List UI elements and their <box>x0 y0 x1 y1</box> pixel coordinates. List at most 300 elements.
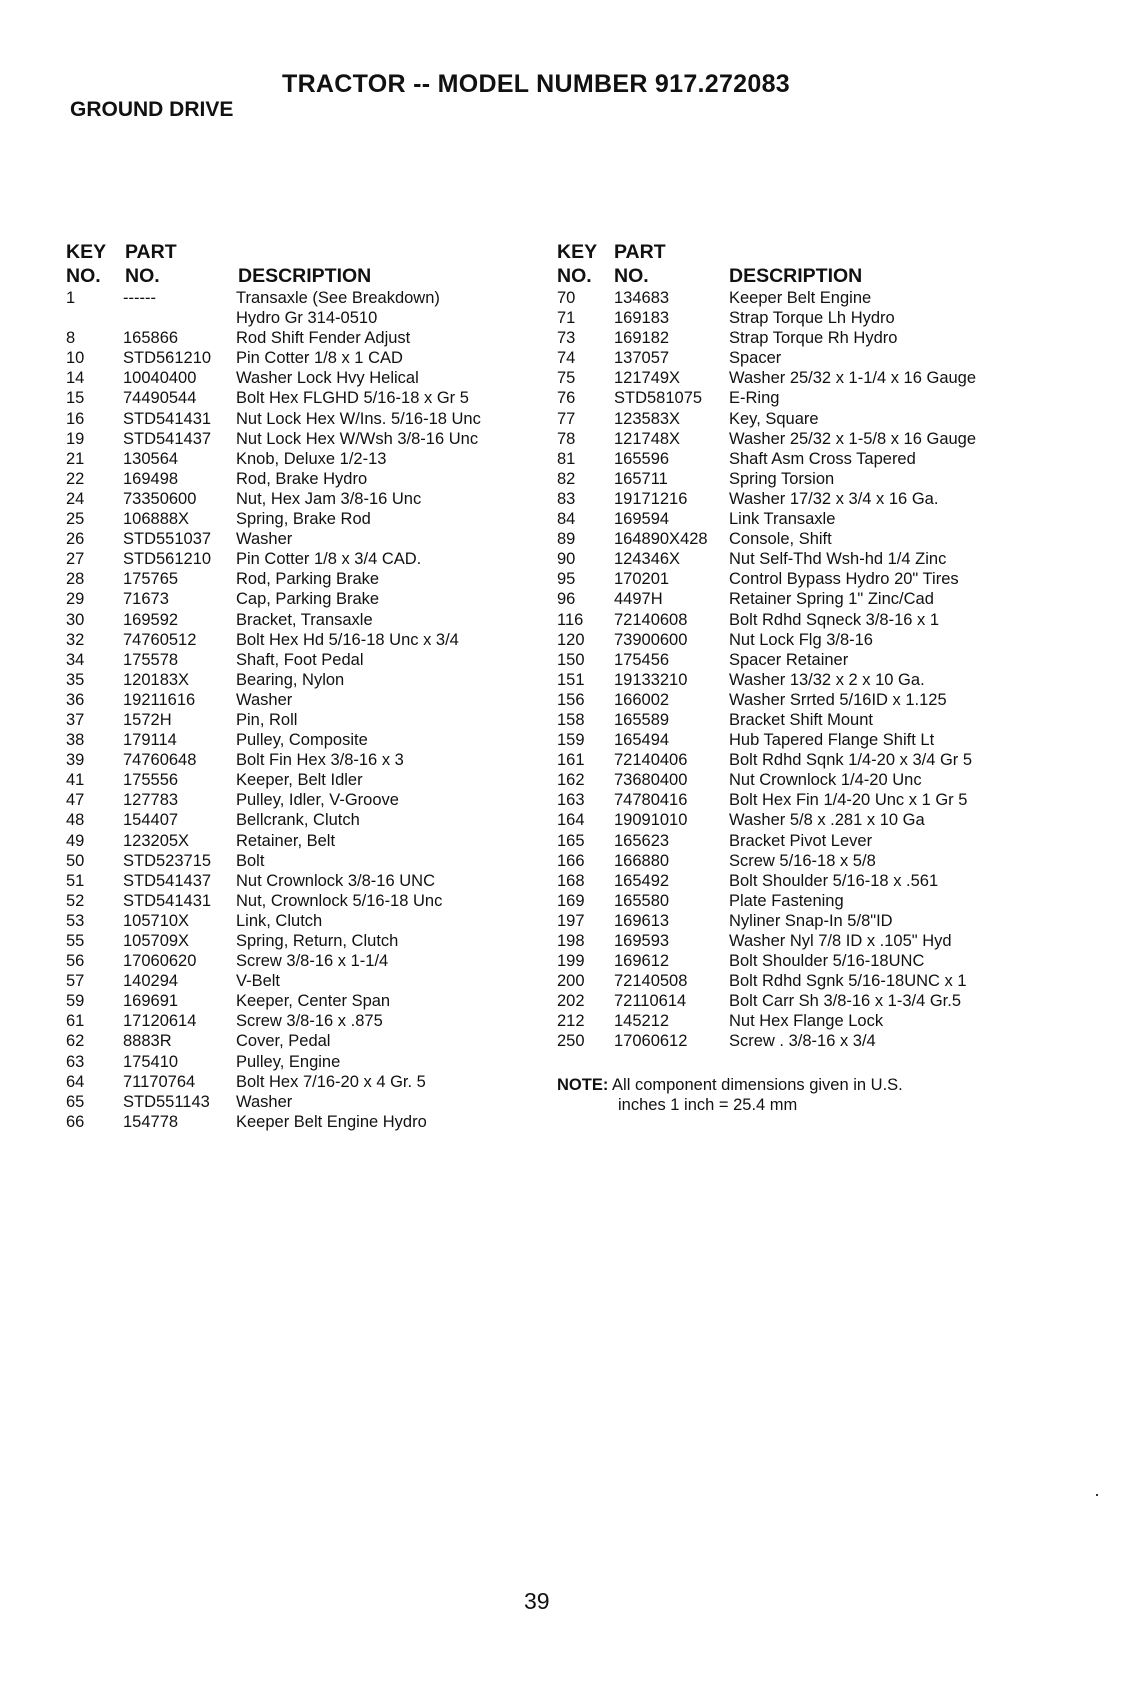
key-number: 198 <box>557 932 585 950</box>
key-number: 37 <box>66 710 85 729</box>
part-no-header-label: NO. <box>125 265 160 287</box>
key-number: 32 <box>66 630 85 649</box>
part-number: 169613 <box>614 911 670 930</box>
key-number: 16 <box>66 409 85 428</box>
part-number: 72140608 <box>614 610 688 629</box>
table-row <box>557 469 1027 489</box>
key-number: 164 <box>557 811 585 830</box>
part-description: Pin Cotter 1/8 x 3/4 CAD. <box>236 550 422 569</box>
part-description: Bolt <box>236 851 265 870</box>
key-number: 75 <box>557 369 576 388</box>
part-number: 165580 <box>614 891 670 910</box>
part-number: 1572H <box>123 710 172 729</box>
table-row <box>557 1031 1027 1051</box>
key-number: 63 <box>66 1052 85 1071</box>
key-number: 197 <box>557 911 585 930</box>
key-header-label: KEY <box>557 241 598 263</box>
key-no-header-label: NO. <box>66 265 101 287</box>
key-number: 84 <box>557 510 576 529</box>
table-row <box>66 770 536 790</box>
part-description: Hydro Gr 314-0510 <box>236 309 378 328</box>
key-number: 24 <box>66 489 85 508</box>
table-row <box>66 1031 536 1051</box>
part-description: Spring, Brake Rod <box>236 510 371 529</box>
part-number: 121749X <box>614 369 681 388</box>
table-header <box>557 240 1027 288</box>
table-row <box>66 931 536 951</box>
part-description: Bolt Fin Hex 3/8-16 x 3 <box>236 751 404 770</box>
table-row <box>557 991 1027 1011</box>
part-number: 165623 <box>614 831 670 850</box>
table-row <box>557 931 1027 951</box>
part-number: 166002 <box>614 690 670 709</box>
part-description: Pin, Roll <box>236 710 298 729</box>
key-number: 41 <box>66 771 85 790</box>
part-number: 145212 <box>614 1012 670 1031</box>
part-number: 165589 <box>614 710 670 729</box>
key-number: 116 <box>557 610 584 629</box>
table-row <box>557 831 1027 851</box>
part-number: 165494 <box>614 731 670 750</box>
key-number: 71 <box>557 309 576 328</box>
part-number: 169612 <box>614 952 670 971</box>
part-description: Washer <box>236 690 293 709</box>
table-row <box>66 750 536 770</box>
key-number: 22 <box>66 469 85 488</box>
part-description: Retainer Spring 1" Zinc/Cad <box>729 590 934 609</box>
part-description: Spring, Return, Clutch <box>236 932 399 950</box>
part-description: Shaft Asm Cross Tapered <box>729 449 916 468</box>
key-number: 161 <box>557 751 585 770</box>
part-number: STD561210 <box>123 349 212 368</box>
table-row <box>557 449 1027 469</box>
part-description: Washer <box>236 1092 293 1111</box>
key-number: 150 <box>557 650 585 669</box>
table-row <box>557 851 1027 871</box>
key-number: 120 <box>557 630 585 649</box>
part-number: STD523715 <box>123 851 212 870</box>
table-row <box>557 951 1027 971</box>
table-row <box>66 1072 536 1092</box>
table-row <box>557 810 1027 830</box>
key-number: 169 <box>557 891 585 910</box>
part-number: 165596 <box>614 449 670 468</box>
key-no-header-label: NO. <box>557 265 592 287</box>
part-number: STD581075 <box>614 389 703 408</box>
part-description: Bellcrank, Clutch <box>236 811 360 830</box>
part-description: Washer Lock Hvy Helical <box>236 369 419 388</box>
part-description: Bolt Hex Hd 5/16-18 Unc x 3/4 <box>236 630 459 649</box>
key-number: 73 <box>557 329 576 348</box>
table-row <box>557 489 1027 509</box>
description-header-label: DESCRIPTION <box>729 265 863 287</box>
part-number: 154407 <box>123 811 179 830</box>
key-number: 25 <box>66 510 85 529</box>
key-number: 59 <box>66 992 85 1011</box>
part-description: Cover, Pedal <box>236 1032 331 1051</box>
part-number: 137057 <box>614 349 670 368</box>
key-number: 14 <box>66 369 85 388</box>
part-description: Screw . 3/8-16 x 3/4 <box>729 1032 876 1051</box>
part-description: Washer 5/8 x .281 x 10 Ga <box>729 811 925 830</box>
part-number: 164890X428 <box>614 530 708 549</box>
part-number: 169592 <box>123 610 179 629</box>
part-number: 169183 <box>614 309 670 328</box>
part-number: STD541437 <box>123 871 212 890</box>
table-row <box>66 851 536 871</box>
table-row <box>66 368 536 388</box>
table-row <box>66 308 536 328</box>
part-description: Bolt Rdhd Sqnk 1/4-20 x 3/4 Gr 5 <box>729 751 973 770</box>
part-number: 8883R <box>123 1032 172 1051</box>
key-number: 200 <box>557 972 585 991</box>
note-line-1: All component dimensions given in U.S. <box>612 1076 903 1094</box>
table-row <box>66 831 536 851</box>
part-description: Retainer, Belt <box>236 831 336 850</box>
key-number: 95 <box>557 570 576 589</box>
part-number: 170201 <box>614 570 670 589</box>
part-description: Bolt Carr Sh 3/8-16 x 1-3/4 Gr.5 <box>729 992 962 1011</box>
table-row <box>66 328 536 348</box>
table-row <box>66 1112 536 1132</box>
key-number: 212 <box>557 1012 585 1031</box>
part-number: 72110614 <box>614 992 687 1011</box>
key-number: 29 <box>66 590 85 609</box>
part-description: Nut Lock Flg 3/8-16 <box>729 630 873 649</box>
table-body <box>557 288 1027 1052</box>
part-number: ------ <box>123 289 156 307</box>
table-row <box>557 750 1027 770</box>
part-number: 72140508 <box>614 972 688 991</box>
part-number: 19133210 <box>614 670 688 689</box>
table-row <box>557 770 1027 790</box>
key-number: 158 <box>557 710 585 729</box>
part-description: Nut Hex Flange Lock <box>729 1012 884 1031</box>
key-number: 28 <box>66 570 85 589</box>
part-description: Plate Fastening <box>729 891 844 910</box>
part-number: 179114 <box>123 731 177 750</box>
key-number: 76 <box>557 389 576 408</box>
part-number: 165711 <box>614 469 668 488</box>
key-number: 10 <box>66 349 85 368</box>
key-number: 27 <box>66 550 85 569</box>
part-description: Bolt Shoulder 5/16-18 x .561 <box>729 871 939 890</box>
part-description: Bearing, Nylon <box>236 670 345 689</box>
part-description: Nut, Crownlock 5/16-18 Unc <box>236 891 443 910</box>
part-number: 19171216 <box>614 489 688 508</box>
key-number: 162 <box>557 771 585 790</box>
part-description: Keeper, Center Span <box>236 992 391 1011</box>
table-row <box>66 569 536 589</box>
table-row <box>66 911 536 931</box>
part-number: 127783 <box>123 791 179 810</box>
table-row <box>66 790 536 810</box>
key-number: 81 <box>557 449 576 468</box>
key-number: 199 <box>557 952 585 971</box>
part-description: Keeper, Belt Idler <box>236 771 363 790</box>
key-number: 156 <box>557 690 585 709</box>
key-number: 166 <box>557 851 585 870</box>
table-row <box>557 549 1027 569</box>
part-number: 19091010 <box>614 811 688 830</box>
part-number: 169498 <box>123 469 179 488</box>
table-row <box>66 690 536 710</box>
part-number: 175456 <box>614 650 670 669</box>
part-description: Bolt Shoulder 5/16-18UNC <box>729 952 925 971</box>
table-row <box>66 710 536 730</box>
table-row <box>557 388 1027 408</box>
table-row <box>557 730 1027 750</box>
part-number: 105709X <box>123 932 190 950</box>
table-row <box>557 610 1027 630</box>
key-number: 47 <box>66 791 85 810</box>
table-row <box>66 449 536 469</box>
part-number: 166880 <box>614 851 670 870</box>
part-number: 17060612 <box>614 1032 688 1051</box>
part-number: 4497H <box>614 590 663 609</box>
part-description: Nut Lock Hex W/Wsh 3/8-16 Unc <box>236 429 479 448</box>
part-description: Bolt Hex Fin 1/4-20 Unc x 1 Gr 5 <box>729 791 968 810</box>
part-description: Washer 17/32 x 3/4 x 16 Ga. <box>729 489 939 508</box>
part-number: 73680400 <box>614 771 688 790</box>
table-row <box>66 529 536 549</box>
table-row <box>66 891 536 911</box>
table-row <box>557 409 1027 429</box>
key-number: 202 <box>557 992 585 1011</box>
part-number: 134683 <box>614 289 670 307</box>
part-description: Spacer <box>729 349 782 368</box>
parts-table-right <box>557 240 1027 1052</box>
part-number: 72140406 <box>614 751 688 770</box>
part-description: Washer 25/32 x 1-5/8 x 16 Gauge <box>729 429 977 448</box>
part-description: Bracket Shift Mount <box>729 710 873 729</box>
key-number: 165 <box>557 831 585 850</box>
part-description: Screw 3/8-16 x .875 <box>236 1012 383 1031</box>
key-number: 65 <box>66 1092 85 1111</box>
key-number: 36 <box>66 690 85 709</box>
key-number: 1 <box>66 289 76 307</box>
note-label: NOTE: <box>557 1076 609 1094</box>
key-number: 51 <box>66 871 85 890</box>
part-description: Rod, Parking Brake <box>236 570 380 589</box>
part-description: Link Transaxle <box>729 510 836 529</box>
part-description: Shaft, Foot Pedal <box>236 650 364 669</box>
table-row <box>66 549 536 569</box>
part-description: Console, Shift <box>729 530 832 549</box>
part-description: Cap, Parking Brake <box>236 590 380 609</box>
table-body <box>66 288 536 1132</box>
section-heading: GROUND DRIVE <box>70 98 234 121</box>
parts-table-left <box>66 240 536 1132</box>
key-number: 151 <box>557 670 585 689</box>
part-description: Nut Crownlock 1/4-20 Unc <box>729 771 922 790</box>
key-number: 66 <box>66 1112 85 1131</box>
part-number: 123205X <box>123 831 190 850</box>
key-number: 19 <box>66 429 85 448</box>
part-description: Nut Self-Thd Wsh-hd 1/4 Zinc <box>729 550 947 569</box>
table-row <box>557 630 1027 650</box>
part-description: Keeper Belt Engine Hydro <box>236 1112 427 1131</box>
part-no-header-label: NO. <box>614 265 649 287</box>
part-description: Rod Shift Fender Adjust <box>236 329 411 348</box>
part-number: 73350600 <box>123 489 197 508</box>
part-description: Bolt Rdhd Sqneck 3/8-16 x 1 <box>729 610 940 629</box>
table-row <box>557 509 1027 529</box>
key-number: 78 <box>557 429 576 448</box>
key-header-label: KEY <box>66 241 107 263</box>
table-row <box>66 650 536 670</box>
part-number: 130564 <box>123 449 179 468</box>
key-number: 250 <box>557 1032 585 1051</box>
part-number: 169593 <box>614 932 670 950</box>
part-number: STD551037 <box>123 530 212 549</box>
key-number: 61 <box>66 1012 85 1031</box>
key-number: 55 <box>66 932 85 950</box>
part-number: 165866 <box>123 329 179 348</box>
part-description: Nut Lock Hex W/Ins. 5/16-18 Unc <box>236 409 481 428</box>
table-row <box>557 710 1027 730</box>
table-row <box>557 328 1027 348</box>
table-row <box>557 971 1027 991</box>
table-row <box>66 871 536 891</box>
key-number: 82 <box>557 469 576 488</box>
part-header-label: PART <box>614 241 666 263</box>
key-number: 26 <box>66 530 85 549</box>
part-number: 74760512 <box>123 630 197 649</box>
key-number: 77 <box>557 409 576 428</box>
table-row <box>557 1011 1027 1031</box>
part-number: 17120614 <box>123 1012 197 1031</box>
key-number: 159 <box>557 731 585 750</box>
part-number: 169691 <box>123 992 179 1011</box>
part-description: V-Belt <box>236 972 281 991</box>
key-number: 38 <box>66 731 85 750</box>
part-number: 73900600 <box>614 630 688 649</box>
part-description: Bolt Rdhd Sgnk 5/16-18UNC x 1 <box>729 972 967 991</box>
table-row <box>66 1092 536 1112</box>
table-row <box>66 810 536 830</box>
part-number: 121748X <box>614 429 681 448</box>
table-row <box>66 1011 536 1031</box>
table-row <box>66 610 536 630</box>
table-row <box>66 670 536 690</box>
part-number: 175556 <box>123 771 179 790</box>
part-number: 124346X <box>614 550 681 569</box>
key-number: 83 <box>557 489 576 508</box>
table-row <box>66 730 536 750</box>
key-number: 64 <box>66 1072 85 1091</box>
table-row <box>557 790 1027 810</box>
part-description: Washer 25/32 x 1-1/4 x 16 Gauge <box>729 369 977 388</box>
part-description: Nut, Hex Jam 3/8-16 Unc <box>236 489 422 508</box>
part-description: Screw 5/16-18 x 5/8 <box>729 851 876 870</box>
part-description: Nyliner Snap-In 5/8"ID <box>729 911 893 930</box>
key-number: 163 <box>557 791 585 810</box>
table-row <box>557 529 1027 549</box>
table-row <box>66 1052 536 1072</box>
part-description: Pulley, Idler, V-Groove <box>236 791 399 810</box>
part-number: STD541431 <box>123 891 212 910</box>
table-row <box>66 409 536 429</box>
table-row <box>557 650 1027 670</box>
table-row <box>66 388 536 408</box>
part-description: Nut Crownlock 3/8-16 UNC <box>236 871 435 890</box>
part-description: E-Ring <box>729 389 780 408</box>
table-row <box>66 951 536 971</box>
part-description: Screw 3/8-16 x 1-1/4 <box>236 952 389 971</box>
key-number: 30 <box>66 610 85 629</box>
table-row <box>557 589 1027 609</box>
table-header <box>66 240 536 288</box>
part-number: 169182 <box>614 329 670 348</box>
part-description: Hub Tapered Flange Shift Lt <box>729 731 935 750</box>
part-description: Transaxle (See Breakdown) <box>236 289 440 307</box>
part-number: 120183X <box>123 670 190 689</box>
part-description: Pulley, Composite <box>236 731 368 750</box>
key-number: 56 <box>66 952 85 971</box>
part-description: Strap Torque Rh Hydro <box>729 329 898 348</box>
table-row <box>557 911 1027 931</box>
page-title: TRACTOR -- MODEL NUMBER 917.272083 <box>282 70 791 98</box>
key-number: 21 <box>66 449 85 468</box>
part-number: STD541431 <box>123 409 212 428</box>
part-number: 71170764 <box>123 1072 196 1091</box>
part-number: 71673 <box>123 590 169 609</box>
table-row <box>557 429 1027 449</box>
key-number: 90 <box>557 550 576 569</box>
table-row <box>66 469 536 489</box>
table-row <box>66 509 536 529</box>
part-number: 10040400 <box>123 369 197 388</box>
description-header-label: DESCRIPTION <box>238 265 372 287</box>
table-row <box>557 308 1027 328</box>
key-number: 15 <box>66 389 85 408</box>
part-number: STD551143 <box>123 1092 210 1111</box>
key-number: 57 <box>66 972 85 991</box>
key-number: 35 <box>66 670 85 689</box>
key-number: 53 <box>66 911 85 930</box>
page-number: 39 <box>524 1588 550 1614</box>
table-row <box>66 288 536 308</box>
table-row <box>557 871 1027 891</box>
part-description: Spring Torsion <box>729 469 835 488</box>
table-row <box>557 891 1027 911</box>
key-number: 50 <box>66 851 85 870</box>
key-number: 62 <box>66 1032 85 1051</box>
part-number: 74780416 <box>614 791 688 810</box>
part-description: Spacer Retainer <box>729 650 849 669</box>
part-number: 175410 <box>123 1052 179 1071</box>
part-number: 106888X <box>123 510 190 529</box>
key-number: 96 <box>557 590 576 609</box>
key-number: 89 <box>557 530 576 549</box>
part-description: Keeper Belt Engine <box>729 289 872 307</box>
part-number: 175765 <box>123 570 179 589</box>
part-description: Washer Srrted 5/16ID x 1.125 <box>729 690 947 709</box>
key-number: 48 <box>66 811 85 830</box>
part-number: 169594 <box>614 510 670 529</box>
table-row <box>66 971 536 991</box>
part-number: 74760648 <box>123 751 197 770</box>
part-description: Washer <box>236 530 293 549</box>
part-number: 74490544 <box>123 389 197 408</box>
key-number: 168 <box>557 871 585 890</box>
part-header-label: PART <box>125 241 177 263</box>
part-description: Bracket, Transaxle <box>236 610 373 629</box>
note-line-2: inches 1 inch = 25.4 mm <box>618 1096 798 1114</box>
table-row <box>66 991 536 1011</box>
stray-mark <box>1096 1494 1098 1496</box>
